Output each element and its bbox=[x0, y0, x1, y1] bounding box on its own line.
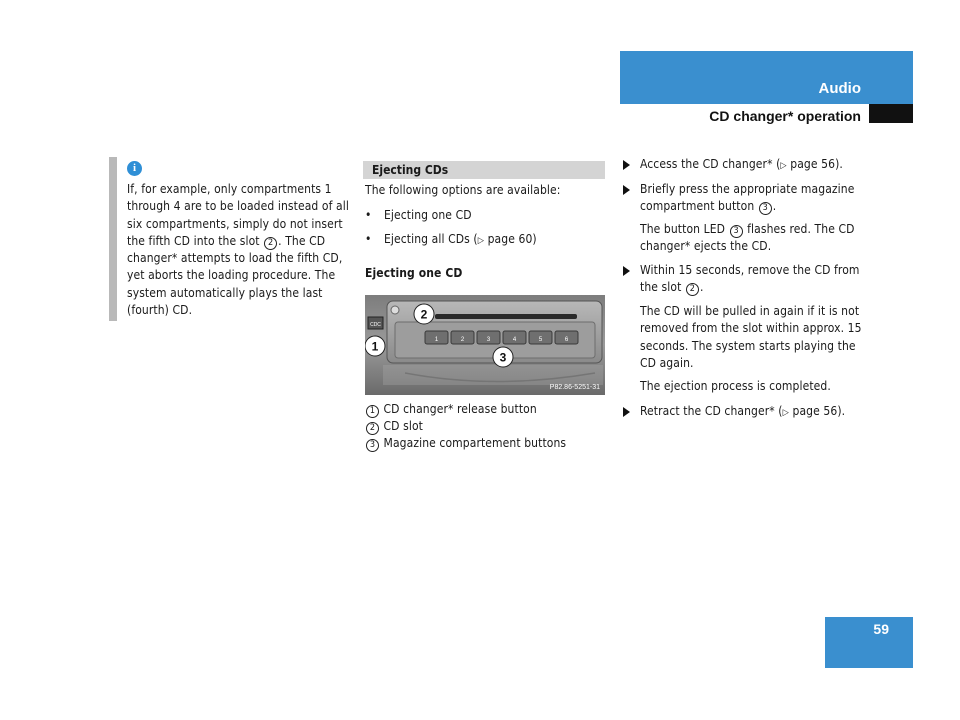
callout-number: 2 bbox=[420, 307, 428, 322]
callout-ref: 2 bbox=[264, 237, 277, 250]
step-note: The button LED 3 flashes red. The CD changer* ejects the CD. bbox=[640, 222, 855, 254]
step-arrow-icon bbox=[623, 407, 630, 417]
step: Briefly press the appropriate magazine compartment button 3 . bbox=[640, 181, 865, 216]
magazine-button-label: 4 bbox=[512, 337, 517, 343]
step-note: The CD will be pulled in again if it is not removed from the slot within approx. 15 seconds. The system starts playing the CD again. bbox=[640, 304, 862, 370]
cd-changer-photo bbox=[365, 295, 605, 395]
intro-text: The following options are available: bbox=[365, 183, 561, 197]
step: Within 15 seconds, remove the CD from the slot 2 . bbox=[640, 262, 865, 297]
header-tab-marker bbox=[869, 104, 913, 123]
callout-number: 3 bbox=[499, 350, 507, 365]
step-note: The ejection process is completed. bbox=[640, 379, 831, 393]
figure-code: P82.86-5251-31 bbox=[549, 384, 600, 391]
callout-number: 1 bbox=[371, 339, 379, 354]
legend-item: 1 CD changer* release button bbox=[365, 401, 610, 418]
magazine-button-label: 3 bbox=[486, 337, 491, 343]
step-arrow-icon bbox=[623, 266, 630, 276]
legend-item: 3 Magazine compartement buttons bbox=[365, 435, 610, 452]
page-number: 59 bbox=[873, 621, 889, 637]
section-title: Audio bbox=[818, 80, 861, 97]
step-arrow-icon bbox=[623, 185, 630, 195]
bullet-item: • Ejecting all CDs (▷ page 60) bbox=[365, 232, 537, 246]
cdc-button-label: CDC bbox=[370, 322, 381, 328]
step: Retract the CD changer* (▷ page 56). bbox=[640, 403, 865, 422]
step-arrow-icon bbox=[623, 160, 630, 170]
subsection-title: CD changer* operation bbox=[709, 108, 861, 124]
legend-item: 2 CD slot bbox=[365, 418, 610, 435]
info-icon: i bbox=[127, 161, 142, 176]
magazine-button-label: 5 bbox=[538, 337, 543, 343]
subheading: Ejecting one CD bbox=[365, 266, 463, 280]
info-sidebar bbox=[109, 157, 117, 321]
bullet-item: • Ejecting one CD bbox=[365, 208, 472, 222]
step: Access the CD changer* (▷ page 56). bbox=[640, 156, 865, 175]
magazine-button-label: 1 bbox=[434, 337, 439, 343]
magazine-button-label: 6 bbox=[564, 337, 569, 343]
info-text: If, for example, only compartments 1 through 4 are to be loaded instead of all six compartments, simply do not insert the fifth CD into the slot 2 . The CD changer* attempts to load the fifth CD, yet aborts the loading procedure. The system automatically plays the last (fourth) CD. bbox=[127, 182, 349, 318]
section-heading: Ejecting CDs bbox=[372, 163, 449, 177]
magazine-button-label: 2 bbox=[460, 337, 465, 343]
